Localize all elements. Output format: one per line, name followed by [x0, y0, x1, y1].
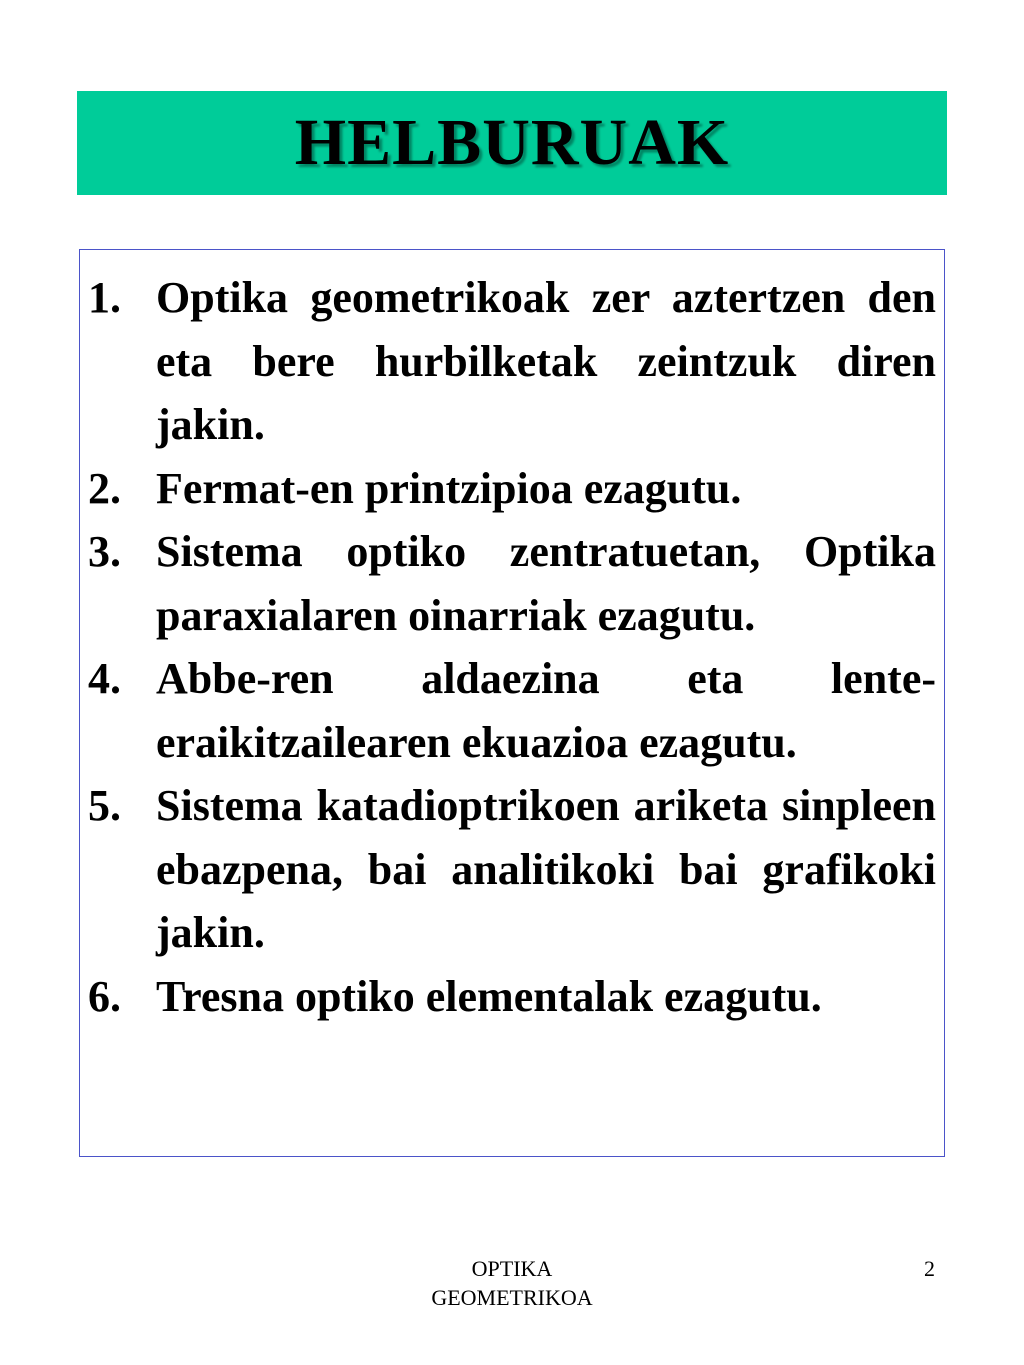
objective-number: 4. [88, 654, 121, 703]
footer-title-line1: OPTIKA [471, 1256, 553, 1281]
objective-text: Sistema katadioptrikoen ariketa sinpleen ebazpena, bai analitikoki bai grafikoki jakin. [156, 781, 936, 957]
objective-text: Sistema optiko zentratuetan, Optika paraxialaren oinarriak ezagutu. [156, 527, 936, 640]
objective-text: Fermat-en printzipioa ezagutu. [156, 463, 742, 513]
objective-number: 6. [88, 971, 121, 1021]
title-bar [77, 91, 947, 195]
objective-item-6 [88, 965, 936, 1029]
objective-number: 5. [88, 781, 121, 830]
objective-text: Abbe-ren aldaezina eta lente-eraikitzailearen ekuazioa ezagutu. [156, 654, 936, 767]
objectives-list [88, 266, 936, 1028]
slide-title: HELBURUAK [294, 106, 730, 179]
objective-number: 3. [88, 527, 121, 576]
objective-item-3 [88, 520, 936, 647]
footer-title [400, 1254, 624, 1312]
objective-text: Tresna optiko elementalak ezagutu. [156, 971, 822, 1021]
objective-text: Optika geometrikoak zer aztertzen den eta bere hurbilketak zeintzuk diren jakin. [156, 273, 936, 449]
objective-item-5 [88, 774, 936, 965]
page-number: 2 [924, 1256, 935, 1281]
objective-item-1 [88, 266, 936, 457]
objective-item-2 [88, 457, 936, 521]
objective-number: 1. [88, 273, 121, 322]
objective-number: 2. [88, 463, 121, 513]
objectives-box [79, 249, 945, 1157]
footer-title-line2: GEOMETRIKOA [431, 1285, 593, 1310]
objective-item-4 [88, 647, 936, 774]
